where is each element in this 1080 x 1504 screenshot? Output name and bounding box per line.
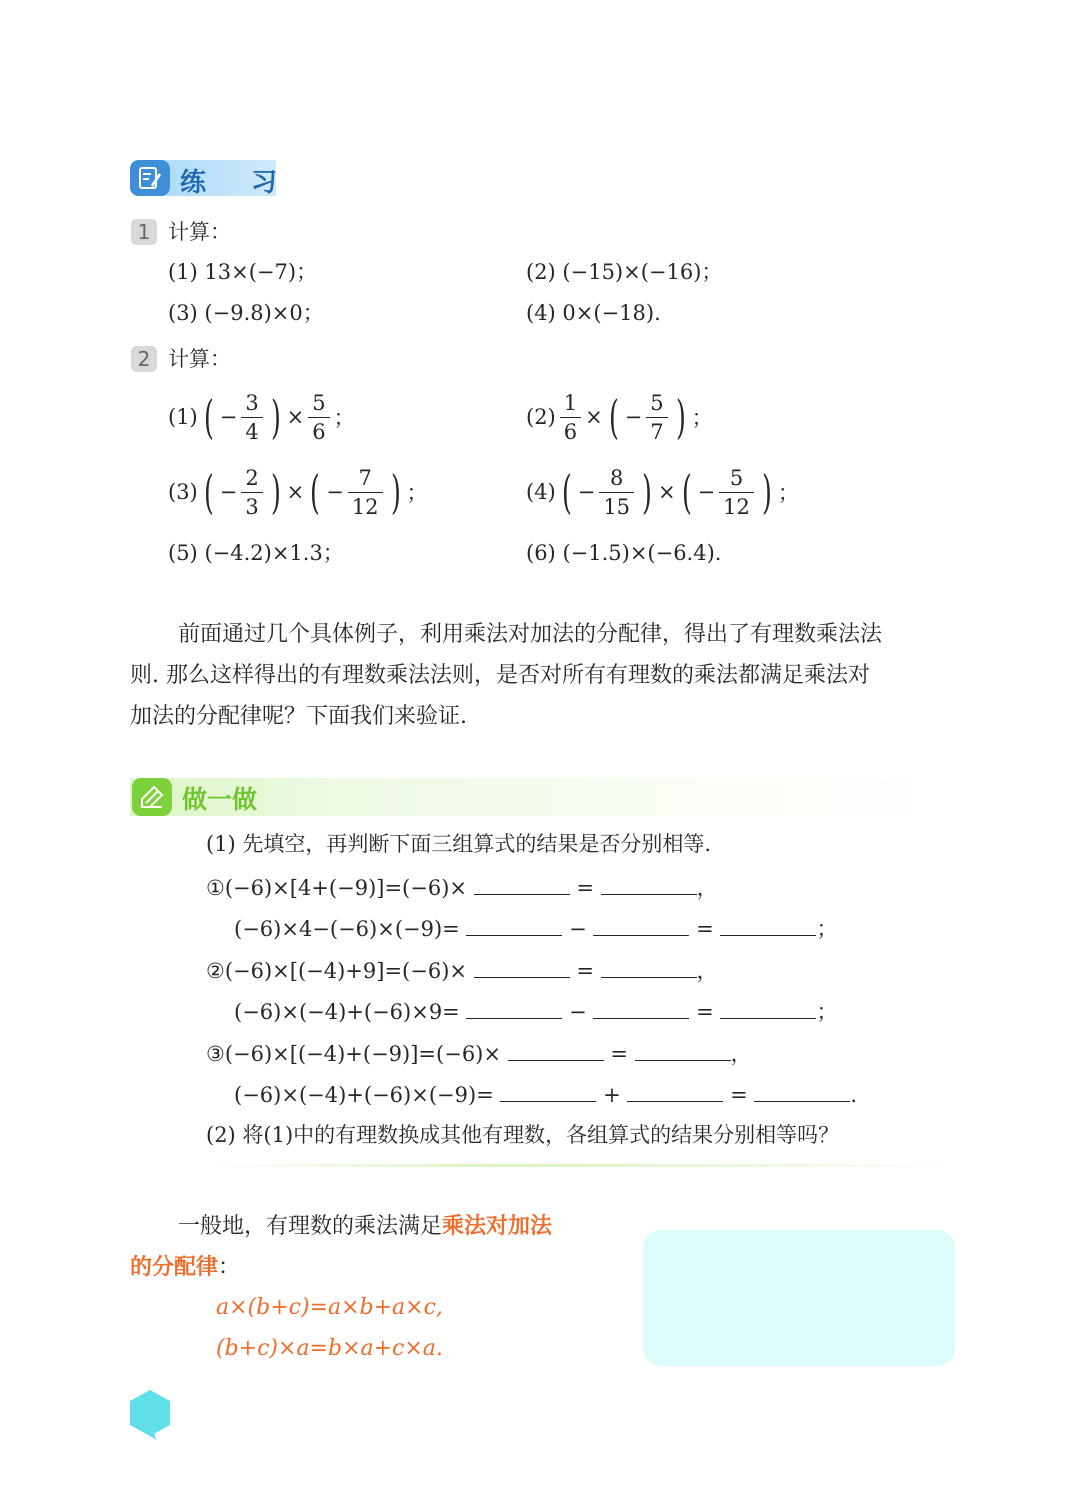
right-paren: ) [270, 390, 281, 444]
expression: ②(−6)×[(−4)+9]=(−6)× [206, 959, 467, 983]
comma: ， [696, 876, 718, 900]
item-end: ； [333, 406, 355, 430]
rule-line-1 [178, 1212, 552, 1242]
item-end: ； [406, 481, 428, 505]
expression: (−6)×(−4)+(−6)×(−9)= [234, 1083, 494, 1107]
item-index: (2) [526, 405, 556, 429]
activity-title: 做一做 [182, 785, 258, 814]
group-1-line-b [234, 913, 837, 943]
fill-blank[interactable] [601, 955, 697, 978]
q2-item-3 [168, 462, 428, 522]
q1-item-4: (4) 0×(−18). [526, 301, 661, 325]
item-index: (3) [168, 480, 198, 504]
question-label: 计算： [168, 220, 231, 244]
fill-blank[interactable] [754, 1079, 850, 1102]
fraction: $\frac{8}{15}$ [599, 464, 634, 521]
equals-sign: = [696, 917, 714, 941]
q2-item-2 [526, 387, 713, 447]
exercise-title: 练 习 [180, 168, 296, 198]
question-number-badge: 1 [131, 219, 157, 245]
fill-blank[interactable] [508, 1038, 604, 1061]
times-sign: × [658, 480, 676, 504]
minus-sign: − [697, 480, 716, 504]
pencil-ruler-icon [132, 778, 172, 816]
fill-blank[interactable] [593, 913, 689, 936]
fill-blank[interactable] [720, 996, 816, 1019]
left-paren: ( [681, 465, 692, 519]
period: . [850, 1083, 858, 1107]
equals-sign: = [730, 1083, 748, 1107]
q2-item-6 [526, 539, 721, 567]
group-3-line-b [234, 1079, 857, 1109]
expression: ①(−6)×[4+(−9)]=(−6)× [206, 876, 467, 900]
q1-item-3: (3) (−9.8)×0； [168, 301, 324, 325]
intro-line-2: 则. 那么这样得出的有理数乘法法则，是否对所有有理数的乘法都满足乘法对 [130, 663, 870, 688]
fraction: $\frac{5}{6}$ [308, 389, 329, 446]
fill-blank[interactable] [474, 955, 570, 978]
comma: ， [730, 1042, 752, 1066]
right-paren: ) [675, 390, 686, 444]
left-paren: ( [203, 390, 214, 444]
colon: ： [218, 1255, 241, 1280]
fill-blank[interactable] [593, 996, 689, 1019]
times-sign: × [585, 405, 603, 429]
q2-item-4 [526, 462, 799, 522]
plus-sign: + [603, 1083, 621, 1107]
item-index: (6) [526, 541, 556, 565]
pencil-note-icon [130, 160, 170, 196]
semicolon: ； [816, 917, 838, 941]
group-3-line-a [206, 1038, 752, 1068]
distributive-formula-2: (b+c)×a=b×a+c×a. [216, 1336, 443, 1361]
comma: ， [696, 959, 718, 983]
fill-blank[interactable] [474, 872, 570, 895]
left-paren: ( [203, 465, 214, 519]
times-sign: × [286, 405, 305, 429]
side-note-box [643, 1230, 955, 1366]
minus-sign: − [569, 1000, 587, 1024]
q1-item-2: (2) (−15)×(−16)； [526, 260, 723, 284]
rule-line-2 [130, 1253, 240, 1283]
fraction: $\frac{7}{12}$ [348, 464, 383, 521]
right-paren: ) [270, 465, 281, 519]
item-index: (5) [168, 541, 198, 565]
equals-sign: = [610, 1042, 628, 1066]
item-end: ； [691, 406, 713, 430]
distributive-formula-1: a×(b+c)=a×b+a×c, [216, 1295, 443, 1320]
minus-sign: − [569, 917, 587, 941]
fraction: $\frac{2}{3}$ [241, 464, 262, 521]
times-sign: × [286, 480, 305, 504]
left-paren: ( [561, 465, 572, 519]
rule-highlight: 乘法对加法 [442, 1214, 553, 1239]
fraction: $\frac{5}{7}$ [646, 389, 667, 446]
equals-sign: = [576, 876, 594, 900]
fill-blank[interactable] [720, 913, 816, 936]
fraction: $\frac{5}{12}$ [719, 464, 754, 521]
question-label: 计算： [168, 347, 231, 371]
fill-blank[interactable] [627, 1079, 723, 1102]
right-paren: ) [390, 465, 401, 519]
expression: ③(−6)×[(−4)+(−9)]=(−6)× [206, 1042, 501, 1066]
expression: (−6)×(−4)+(−6)×9= [234, 1000, 460, 1024]
question-number-badge: 2 [131, 346, 157, 372]
right-paren: ) [642, 465, 652, 519]
activity-part-1: (1) 先填空，再判断下面三组算式的结果是否分别相等. [206, 832, 712, 856]
fill-blank[interactable] [466, 913, 562, 936]
q2-item-1 [168, 387, 355, 447]
item-index: (1) [168, 405, 198, 429]
fraction: $\frac{1}{6}$ [560, 389, 581, 446]
item-index: (4) [526, 480, 556, 504]
equals-sign: = [576, 959, 594, 983]
intro-line-3: 加法的分配律呢？下面我们来验证. [130, 704, 467, 729]
item-end: ； [777, 481, 799, 505]
rule-highlight: 的分配律 [130, 1255, 219, 1280]
q2-item-5 [168, 539, 344, 567]
rule-lead-text: 一般地，有理数的乘法满足 [178, 1214, 443, 1239]
item-expression: (−1.5)×(−6.4). [562, 541, 722, 565]
minus-sign: − [577, 480, 596, 504]
left-paren: ( [310, 465, 321, 519]
fill-blank[interactable] [466, 996, 562, 1019]
page-hexagon-icon [128, 1388, 172, 1440]
fraction: $\frac{3}{4}$ [241, 389, 262, 446]
minus-sign: − [624, 405, 643, 429]
semicolon: ； [816, 1000, 838, 1024]
fill-blank[interactable] [635, 1038, 731, 1061]
right-paren: ) [761, 465, 772, 519]
fill-blank[interactable] [500, 1079, 596, 1102]
group-2-line-a [206, 955, 718, 985]
minus-sign: − [219, 480, 238, 504]
activity-bottom-rule [200, 1164, 960, 1167]
equals-sign: = [696, 1000, 714, 1024]
expression: (−6)×4−(−6)×(−9)= [234, 917, 460, 941]
activity-part-2: (2) 将(1)中的有理数换成其他有理数，各组算式的结果分别相等吗？ [206, 1123, 840, 1147]
minus-sign: − [219, 405, 238, 429]
minus-sign: − [326, 480, 344, 504]
item-expression: (−4.2)×1.3； [204, 541, 344, 565]
group-1-line-a [206, 872, 718, 902]
q1-item-1: (1) 13×(−7)； [168, 260, 318, 284]
left-paren: ( [608, 390, 619, 444]
group-2-line-b [234, 996, 837, 1026]
fill-blank[interactable] [601, 872, 697, 895]
intro-line-1: 前面通过几个具体例子，利用乘法对加法的分配律，得出了有理数乘法法 [178, 622, 883, 647]
